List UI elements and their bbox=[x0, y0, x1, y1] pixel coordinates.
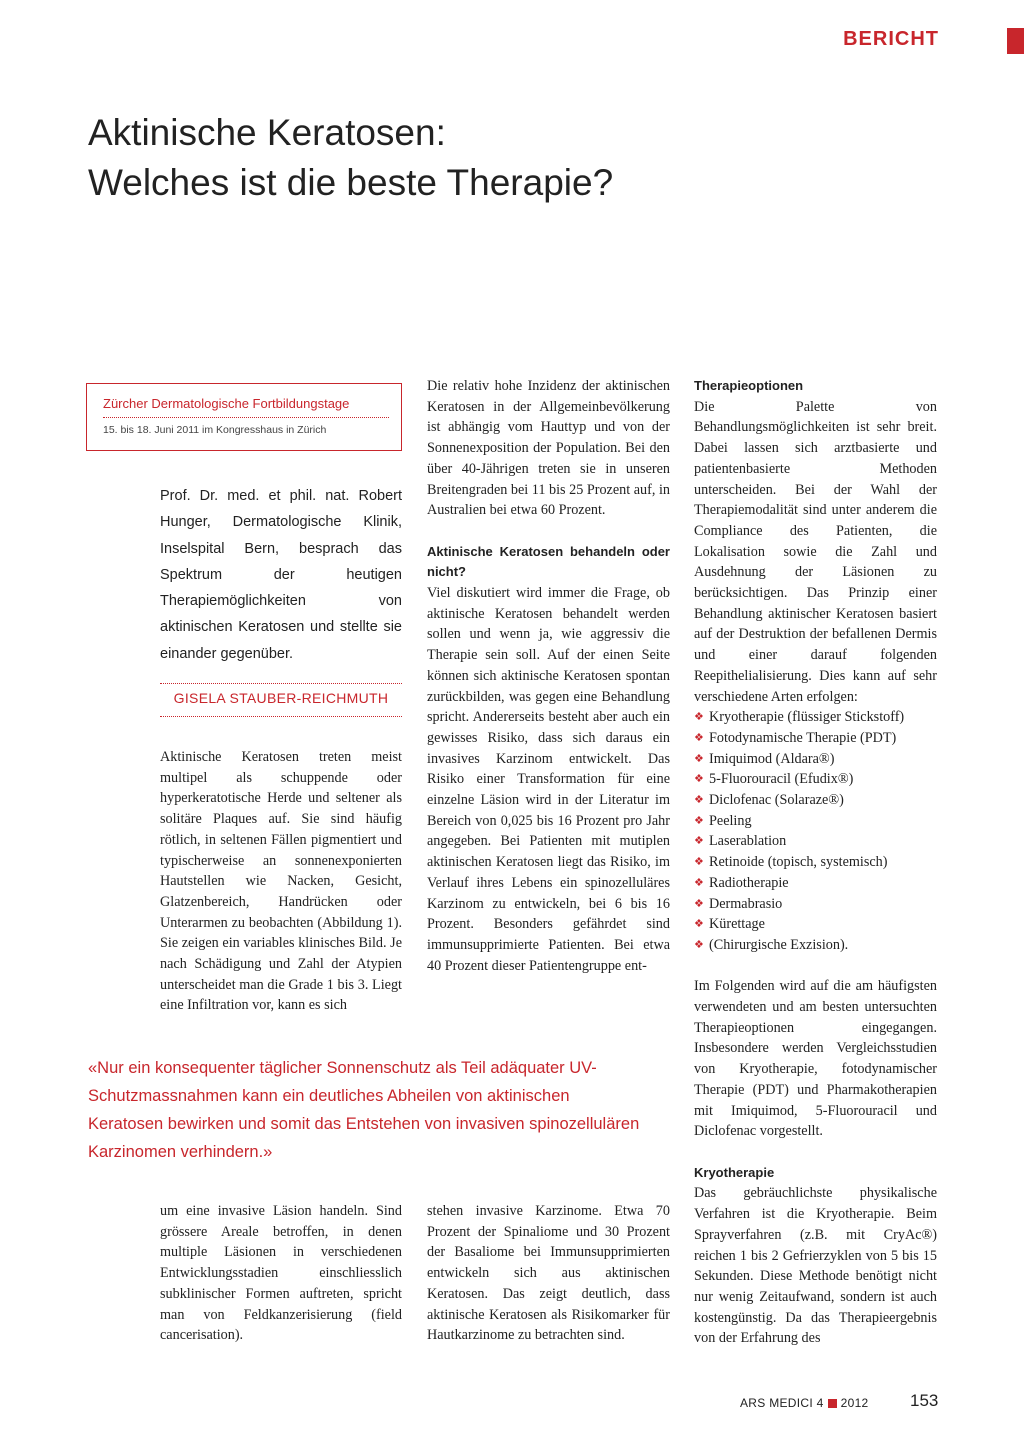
body-paragraph: Die Palette von Behandlungsmöglichkeiten ist sehr breit. Dabei lassen sich arztbasierte und patientenbasierte Methoden unterscheiden. Bei der Wahl der Therapiemodalität sind unter anderem die Compliance des Patienten, die Lokalisation sowie die Zahl und Ausdehnung der Läsionen zu berücksichtigen. Das Prinzip einer Behandlung aktinischer Keratosen basiert auf der Destruktion der befallenen Dermis und einer darauf folgenden Reepithelialisierung. Dies kann auf sehr verschiedene Arten erfolgen: bbox=[694, 398, 937, 705]
diamond-bullet-icon: ❖ bbox=[694, 773, 704, 786]
therapy-list-item bbox=[694, 749, 937, 770]
therapy-list-item bbox=[694, 707, 937, 728]
column-3 bbox=[694, 376, 937, 1349]
body-paragraph: Viel diskutiert wird immer die Frage, ob aktinische Keratosen behandelt werden sollen und wenn ja, wie aggressiv die Therapie sein soll. Auf der einen Seite können sich aktinische Keratosen spontan zurückbilden, was gegen eine Behandlung spricht. Andererseits besteht aber auch ein gewisses Risiko, dass sich daraus ein invasives Karzinom entwickelt. Das Risiko einer Transformation für eine einzelne Läsion wird in der Literatur im Bereich von 0,025 bis 16 Prozent pro Jahr angegeben. Bei Patienten mit mutiplen aktinischen Keratosen liegt das Risiko, im Verlauf ihres Lebens ein spinozelluläres Karzinom zu entwickeln, bei 6 bis 16 Prozent. Besonders gefährdet sind immunsupprimierte Patienten. Bei etwa 40 Prozent dieser Patientengruppe ent- bbox=[427, 585, 670, 974]
footer-marker bbox=[828, 1399, 837, 1408]
therapy-list-item bbox=[694, 769, 937, 790]
therapy-list-label: Kryotherapie (flüssiger Stickstoff) bbox=[709, 709, 905, 726]
therapy-list-item bbox=[694, 935, 937, 956]
therapy-list-item bbox=[694, 852, 937, 873]
therapy-list-label: (Chirurgische Exzision). bbox=[709, 936, 849, 953]
therapy-list-item bbox=[694, 728, 937, 749]
diamond-bullet-icon: ❖ bbox=[694, 731, 704, 744]
event-date: 15. bis 18. Juni 2011 im Kongresshaus in Zürich bbox=[103, 424, 327, 436]
journal-year: 2012 bbox=[840, 1396, 869, 1410]
pull-quote: «Nur ein konsequenter täglicher Sonnenschutz als Teil adäquater UV-Schutzmassnahmen kann ein deutliches Abheilen von aktinischen Keratosen bewirken und somit das Entstehen von invasiven spinozellulären Karzinomen verhindern.» bbox=[88, 1059, 640, 1161]
therapy-list-item bbox=[694, 811, 937, 832]
title-line-1: Aktinische Keratosen: bbox=[88, 112, 446, 153]
diamond-bullet-icon: ❖ bbox=[694, 814, 704, 827]
therapy-list-label: Kürettage bbox=[709, 916, 765, 933]
therapy-list-item bbox=[694, 790, 937, 811]
title-line-2: Welches ist die beste Therapie? bbox=[88, 162, 614, 203]
therapy-list-label: Radiotherapie bbox=[709, 874, 789, 891]
therapy-list-label: Peeling bbox=[709, 812, 752, 829]
author-rule-bottom bbox=[160, 716, 402, 717]
subheading-cryotherapy: Kryotherapie bbox=[694, 1164, 775, 1180]
therapy-list-item bbox=[694, 914, 937, 935]
journal-name: ARS MEDICI 4 bbox=[740, 1396, 824, 1410]
diamond-bullet-icon: ❖ bbox=[694, 711, 704, 724]
event-title: Zürcher Dermatologische Fortbildungstage bbox=[103, 396, 350, 411]
body-paragraph: Die relativ hohe Inzidenz der aktinischen Keratosen in der Allgemeinbevölkerung ist abhängig vom Hauttyp und von der Sonnenexposition der Population. Bei den über 40-Jährigen treten sie in unseren Breitengraden bei 11 bis 25 Prozent auf, in Australien bei etwa 60 Prozent. bbox=[427, 378, 670, 519]
diamond-bullet-icon: ❖ bbox=[694, 876, 704, 889]
body-paragraph: Das gebräuchlichste physikalische Verfahren ist die Kryotherapie. Beim Sprayverfahren (z.B. mit CryAc®) reichen 1 bis 2 Gefrierzyklen von 5 bis 15 Sekunden. Diese Methode benötigt nicht nur wenig Zeitaufwand, sondern ist auch kostengünstig. Da das Therapieergebnis von der Erfahrung des bbox=[694, 1185, 937, 1347]
diamond-bullet-icon: ❖ bbox=[694, 794, 704, 807]
therapy-list-label: Fotodynamische Therapie (PDT) bbox=[709, 729, 897, 746]
body-paragraph: stehen invasive Karzinome. Etwa 70 Prozent der Spinaliome und 30 Prozent der Basaliome bei Immunsupprimierten entwickeln sich aus aktinischen Keratosen. Das zeigt deutlich, dass aktinische Keratosen als Risikomarker für Hautkarzinome zu betrachten sind. bbox=[427, 1203, 670, 1344]
diamond-bullet-icon: ❖ bbox=[694, 752, 704, 765]
section-marker bbox=[1007, 28, 1024, 54]
event-divider bbox=[103, 417, 389, 418]
column-1-bottom bbox=[160, 1201, 402, 1346]
therapy-list-label: Imiquimod (Aldara®) bbox=[709, 750, 835, 767]
column-2-bottom bbox=[427, 1201, 670, 1346]
body-paragraph: Aktinische Keratosen treten meist multipel als schuppende oder hyperkeratotische Herde und seltener als solitäre Plaques auf. Sie sind häufig rötlich, in seltenen Fällen pigmentiert und typischerweise an sonnenexponierten Hautstellen wie Nacken, Gesicht, Glatzenbereich, Handrücken oder Unterarmen zu beobachten (Abbildung 1). Sie zeigen ein variables klinisches Bild. Je nach Schädigung und Zahl der Atypien unterscheidet man die Grade 1 bis 3. Liegt eine Infiltration vor, kann es sich bbox=[160, 749, 402, 1014]
therapy-list-item bbox=[694, 873, 937, 894]
article-title bbox=[88, 108, 613, 208]
therapy-list-label: Laserablation bbox=[709, 833, 787, 850]
subheading-therapy-options: Therapieoptionen bbox=[694, 378, 804, 393]
column-1-top bbox=[160, 747, 402, 1016]
body-paragraph: um eine invasive Läsion handeln. Sind grössere Areale betroffen, in denen multiple Läsionen in verschiedenen Entwicklungsstadien einschliesslich subklinischer Formen auftreten, spricht man von Feldkanzerisierung (field cancerisation). bbox=[160, 1203, 402, 1344]
author-byline: GISELA STAUBER-REICHMUTH bbox=[173, 690, 389, 706]
diamond-bullet-icon: ❖ bbox=[694, 856, 704, 869]
article-lead: Prof. Dr. med. et phil. nat. Robert Hunger, Dermatologische Klinik, Inselspital Bern, besprach das Spektrum der heutigen Therapiemöglichkeiten von aktinischen Keratosen und stellte sie einander gegenüber. bbox=[160, 488, 402, 662]
section-label: BERICHT bbox=[843, 28, 939, 50]
diamond-bullet-icon: ❖ bbox=[694, 918, 704, 931]
therapy-list-label: Diclofenac (Solaraze®) bbox=[709, 792, 844, 809]
column-2-top bbox=[427, 376, 670, 976]
diamond-bullet-icon: ❖ bbox=[694, 835, 704, 848]
footer-journal bbox=[740, 1396, 869, 1410]
subheading-treat-or-not: Aktinische Keratosen behandeln oder nicht? bbox=[427, 543, 670, 580]
therapy-list-item bbox=[694, 831, 937, 852]
body-paragraph: Im Folgenden wird auf die am häufigsten verwendeten und am besten untersuchten Therapieoptionen eingegangen. Insbesondere werden Vergleichsstudien von Kryotherapie, fotodynamischer Therapie (PDT) und Pharmakotherapien mit Imiquimod, 5-Fluorouracil und Diclofenac vorgestellt. bbox=[694, 978, 937, 1140]
event-info-box bbox=[86, 383, 402, 451]
diamond-bullet-icon: ❖ bbox=[694, 897, 704, 910]
author-rule-top bbox=[160, 683, 402, 684]
therapy-list-label: Retinoide (topisch, systemisch) bbox=[709, 854, 888, 871]
page-number: 153 bbox=[910, 1391, 939, 1410]
therapy-list-label: Dermabrasio bbox=[709, 895, 783, 912]
therapy-list bbox=[694, 707, 937, 955]
diamond-bullet-icon: ❖ bbox=[694, 938, 704, 951]
therapy-list-label: 5-Fluorouracil (Efudix®) bbox=[709, 771, 854, 788]
therapy-list-item bbox=[694, 894, 937, 915]
